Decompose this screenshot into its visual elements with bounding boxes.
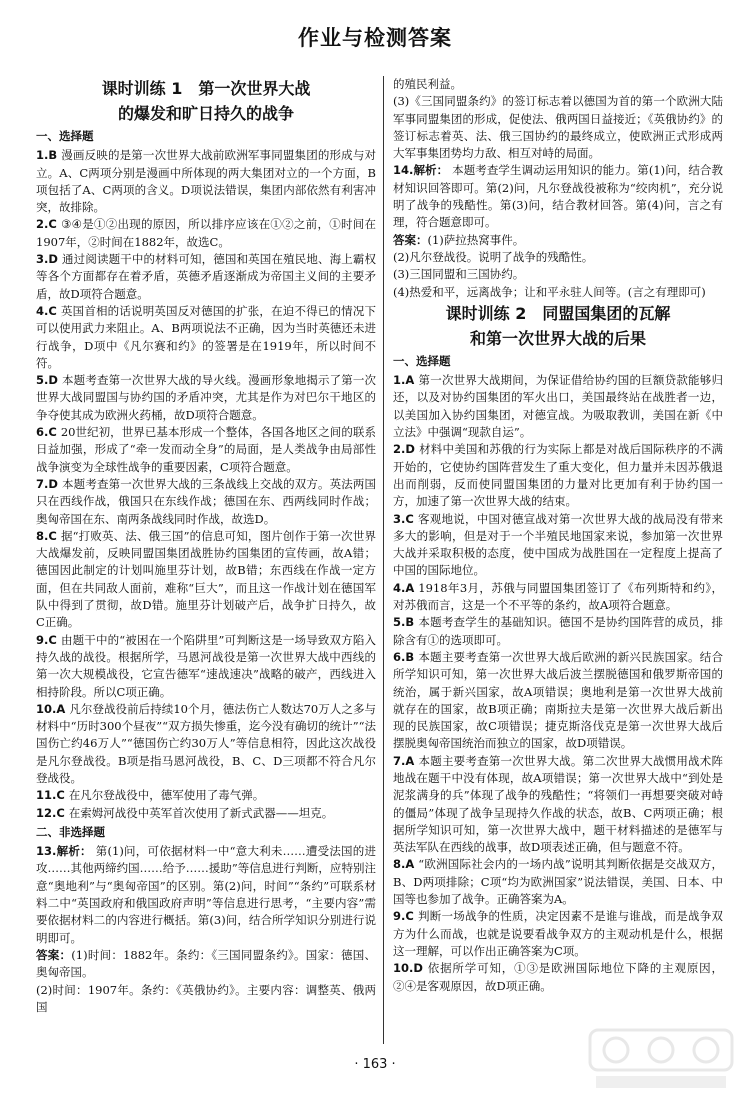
- right-column: [393, 76, 723, 995]
- item-text: 判断一场战争的性质，决定因素不是谁与谁战，而是战争双方为什么而战，也就是说要看战争双方的主观动机是什么，根据这一理解，可以作出正确答案为C项。: [393, 909, 723, 958]
- item-text: 据“打败英、法、俄三国”的信息可知，图片创作于第一次世界大战爆发前，反映同盟国集团战胜协约国集团的宣传画，故A错；德国因此制定的计划叫施里芬计划，故B错；东西线在作战一定方面，但在共同敌人面前，难称“巨大”，而且这一作战计划在德国军队中得到了贯彻，故D错。施里芬计划破产后，战争扩日持久，故C正确。: [36, 528, 376, 630]
- item-text: 由题干中的“被困在一个陷阱里”可判断这是一场导致双方陷入持久战的战役。根据所学，马恩河战役是第一次世界大战中西线的第一次大规模战役，它宣告德军“速战速决”战略的破产，西线进入相持阶段。所以C项正确。: [36, 632, 376, 699]
- answer-item: [393, 960, 723, 995]
- item-number: 1.A: [393, 373, 415, 388]
- item-number: 7.D: [36, 476, 58, 491]
- item-number: 2.D: [393, 442, 415, 457]
- item-text: “欧洲国际社会内的一场内战”说明其判断依据是交战双方，B、D两项排除；C项“均为欧洲国家”说法错误，美国、日本、中国等也参加了战争。正确答案为A。: [393, 857, 723, 907]
- section-heading-choice: 一、选择题: [36, 129, 94, 143]
- answer-line: (3)三国同盟和三国协约。: [393, 267, 525, 282]
- item-number: 6.B: [393, 649, 415, 664]
- answer-item: [393, 580, 723, 615]
- item-text: 本题考查学生的基础知识。德国不是协约国阵营的成员，排除含有①的选项即可。: [393, 615, 723, 647]
- answer-item: [36, 632, 376, 701]
- item-number: 5.D: [36, 373, 58, 388]
- answer-item: [393, 372, 723, 441]
- answer-14-body: [393, 232, 723, 249]
- item-number: 2.C: [36, 217, 57, 232]
- item-number: 10.D: [393, 961, 423, 976]
- watermark-logo: [586, 1024, 736, 1094]
- section-heading-nonchoice: 二、非选择题: [36, 824, 105, 839]
- column-divider: [383, 76, 384, 1044]
- answer-label: 答案：: [36, 947, 72, 962]
- item-text: 本题考查第一次世界大战的三条战线上交战的双方。英法两国只在西线作战，俄国只在东线作战；德国在东、西两线同时作战；奥匈帝国在东、南两条战线同时作战，故选D。: [36, 476, 376, 526]
- item-text: 本题主要考查第一次世界大战后欧洲的新兴民族国家。结合所学知识可知，第一次世界大战后波兰摆脱德国和俄罗斯帝国的统治，属于新兴国家，故A项错误；奥地利是第一次世界大战前就存在的国家，故B项正确；南斯拉夫是第一次世界大战后新出现的民族国家，故C项错误；捷克斯洛伐克是第一次世界大战后摆脱奥匈帝国统治而独立的国家，故D项错误。: [393, 649, 723, 751]
- answer-item: [36, 303, 376, 372]
- answer-item: [36, 476, 376, 528]
- item-number: 14.解析：: [393, 163, 449, 178]
- item-number: 4.A: [393, 580, 415, 595]
- continued-text: (3)《三国同盟条约》的签订标志着以德国为首的第一个欧洲大陆军事同盟集团的形成，促使法、俄两国日益接近；《英俄协约》的签订标志着英、法、俄三国协约的最终成立，使欧洲正式形成两大军事集团势均力敌、相互对峙的局面。: [393, 94, 723, 161]
- item-text: 通过阅读题干中的材料可知，德国和英国在殖民地、海上霸权等各个方面都存在着矛盾，英德矛盾逐渐成为帝国主义间的主要矛盾，故D项符合题意。: [36, 252, 376, 301]
- item-number: 5.B: [393, 615, 415, 630]
- answer-item: [36, 424, 376, 476]
- item-text: 材料中美国和苏俄的行为实际上都是对战后国际秩序的不满开始的，它使协约国阵营发生了重大变化，但力量并未因苏俄退出而削弱，反而使同盟国集团的力量对比更加有利于协约国一方，加速了第一次世界大战的结束。: [393, 442, 723, 509]
- item-text: 本题考查第一次世界大战的导火线。漫画形象地揭示了第一次世界大战同盟国与协约国的矛盾冲突，尤其是作为对巴尔干地区的争夺使其成为欧洲火药桶，故D项符合题意。: [36, 373, 376, 422]
- item-number: 10.A: [36, 701, 66, 716]
- item-number: 3.D: [36, 252, 58, 267]
- answer-line: (4)热爱和平，远离战争；让和平永驻人间等。(言之有理即可): [393, 284, 706, 299]
- lesson1-title-line2: 的爆发和旷日持久的战争: [117, 104, 294, 123]
- section-heading-choice: 一、选择题: [393, 353, 451, 368]
- answer-item: [393, 908, 723, 960]
- item-number: 9.C: [36, 632, 57, 647]
- answer-item: [36, 147, 376, 216]
- page-title: 作业与检测答案: [298, 26, 452, 50]
- item-number: 7.A: [393, 753, 415, 768]
- lesson1-title-line1: 课时训练 1 第一次世界大战: [101, 79, 311, 98]
- answer-item: [393, 753, 723, 857]
- answer-item: [393, 614, 723, 649]
- answer-item: [36, 805, 376, 822]
- answer-line: (1)时间：1882年。条约：《三国同盟条约》。国家：德国、奥匈帝国。: [36, 947, 377, 980]
- lesson2-title-line1: 课时训练 2 同盟国集团的瓦解: [445, 303, 671, 323]
- lesson2-title-line2: 和第一次世界大战的后果: [469, 328, 646, 348]
- answer-item: [36, 787, 376, 804]
- item-text: 在索姆河战役中英军首次使用了新式武器——坦克。: [68, 805, 334, 820]
- answer-label: 答案：: [393, 232, 428, 247]
- answer-item: [393, 441, 723, 510]
- answer-item-14: [393, 162, 723, 231]
- item-text: 本题主要考查第一次世界大战。第二次世界大战惯用战术阵地战在题干中没有体现，故A项错误；第一次世界大战中“到处是泥浆满身的兵”体现了战争的残酷性；“将领们一再想要突破对峙的僵局”体现了战争呈现持久作战的状态，故B、C两项正确；根据所学知识可知，第一次世界大战中，题干材料描述的是德军与英法军队在西线的战事，故D项表述正确，但与题意不符。: [393, 753, 723, 855]
- answer-13-body: [36, 947, 376, 982]
- answer-line: (2)凡尔登战役。说明了战争的残酷性。: [393, 249, 594, 264]
- page-number: · 163 ·: [354, 1057, 396, 1072]
- item-number: 9.C: [393, 909, 414, 924]
- answer-line: (1)萨拉热窝事件。: [427, 232, 525, 247]
- item-number: 6.C: [36, 425, 57, 440]
- item-text: 凡尔登战役前后持续10个月，德法伤亡人数达70万人之多与材料中“历时300个昼夜”“双方损失惨重，迄今没有确切的统计”“法国伤亡约46万人”“德国伤亡约30万人”等信息相符，因此这次战役是凡尔登战役。B项是指马恩河战役，B、C、D三项都不符合凡尔登战役。: [36, 701, 376, 785]
- answer-item: [36, 528, 376, 632]
- answer-line: (2)时间：1907年。条约：《英俄协约》。主要内容：调整英、俄两国: [36, 982, 376, 1014]
- item-number: 4.C: [36, 303, 57, 318]
- left-column: [36, 76, 376, 1016]
- answer-item-13: [36, 843, 376, 947]
- item-number: 12.C: [36, 805, 65, 820]
- item-text: 在凡尔登战役中，德军使用了毒气弹。: [68, 788, 265, 803]
- answer-item: [36, 701, 376, 787]
- answer-item: [36, 216, 376, 251]
- answer-item: [393, 856, 723, 908]
- answer-item: [393, 511, 723, 580]
- item-text: 第一次世界大战期间，为保证借给协约国的巨额贷款能够归还，以及对协约国集团的军火出口，美国最终站在战胜者一边，以美国加入协约国集团，对德宣战。为吸取教训，美国在新《中立法》中强调“现款自运”。: [393, 373, 723, 440]
- item-text: 1918年3月，苏俄与同盟国集团签订了《布列斯特和约》，对苏俄而言，这是一个不平等的条约，故A项符合题意。: [393, 580, 723, 613]
- item-number: 8.A: [393, 857, 415, 872]
- answer-item: [36, 372, 376, 424]
- item-number: 3.C: [393, 511, 414, 526]
- item-text: ③④是①②出现的原因，所以排序应该在①②之前，①时间在1907年，②时间在1882年，故选C。: [36, 217, 376, 249]
- left-answer-list: [36, 147, 376, 822]
- item-text: 20世纪初，世界已基本形成一个整体，各国各地区之间的联系日益加强，形成了“牵一发而动全身”的局面，是人类战争由局部性战争演变为全球性战争的重要因素，C项符合题意。: [36, 425, 376, 474]
- item-number: 11.C: [36, 788, 65, 803]
- answer-item: [393, 649, 723, 753]
- right-answer-list: [393, 372, 723, 995]
- item-number: 13.解析：: [36, 844, 92, 859]
- item-text: 第(1)问，可依据材料一中“意大利未……遭受法国的进攻……其他两缔约国……给予……援助”等信息进行判断，应特别注意“奥地利”与“奥匈帝国”的区别。第(2)问，时间”“条约”可联系材料二中“英国政府和俄国政府声明”等信息进行思考，“主要内容”需要依据材料二的内容进行概括。第(3)问，结合所学知识分别进行说明即可。: [36, 844, 377, 945]
- item-text: 客观地说，中国对德宣战对第一次世界大战的战局没有带来多大的影响，但是对于一个半殖民地国家来说，参加第一次世界大战并采取积极的态度，使中国成为战胜国在一定程度上提高了中国的国际地位。: [393, 511, 723, 578]
- answer-item: [36, 251, 376, 303]
- item-text: 本题考查学生调动运用知识的能力。第(1)问，结合教材知识回答即可。第(2)问，凡尔登战役被称为“绞肉机”，充分说明了战争的残酷性。第(3)问，结合教材回答。第(4)问，言之有理，符合题意即可。: [393, 163, 723, 230]
- item-number: 1.B: [36, 148, 58, 163]
- item-text: 英国首相的话说明英国反对德国的扩张，在迫不得已的情况下可以使用武力来阻止。A、B两项说法不正确，因为当时英德还未进行战争，D项中《凡尔赛和约》的签署是在1919年，所以时间不符。: [36, 303, 376, 370]
- item-text: 漫画反映的是第一次世界大战前欧洲军事同盟集团的形成与对立。A、C两项分别是漫画中所体现的两大集团对立的一个方面，B项包括了A、C两项的含义。D项说法错误，集团内部依然有利害冲突，故排除。: [36, 148, 376, 215]
- item-number: 8.C: [36, 528, 57, 543]
- continued-text: 的殖民利益。: [393, 77, 462, 91]
- item-text: 依据所学可知，①③是欧洲国际地位下降的主观原因，②④是客观原因，故D项正确。: [393, 961, 723, 993]
